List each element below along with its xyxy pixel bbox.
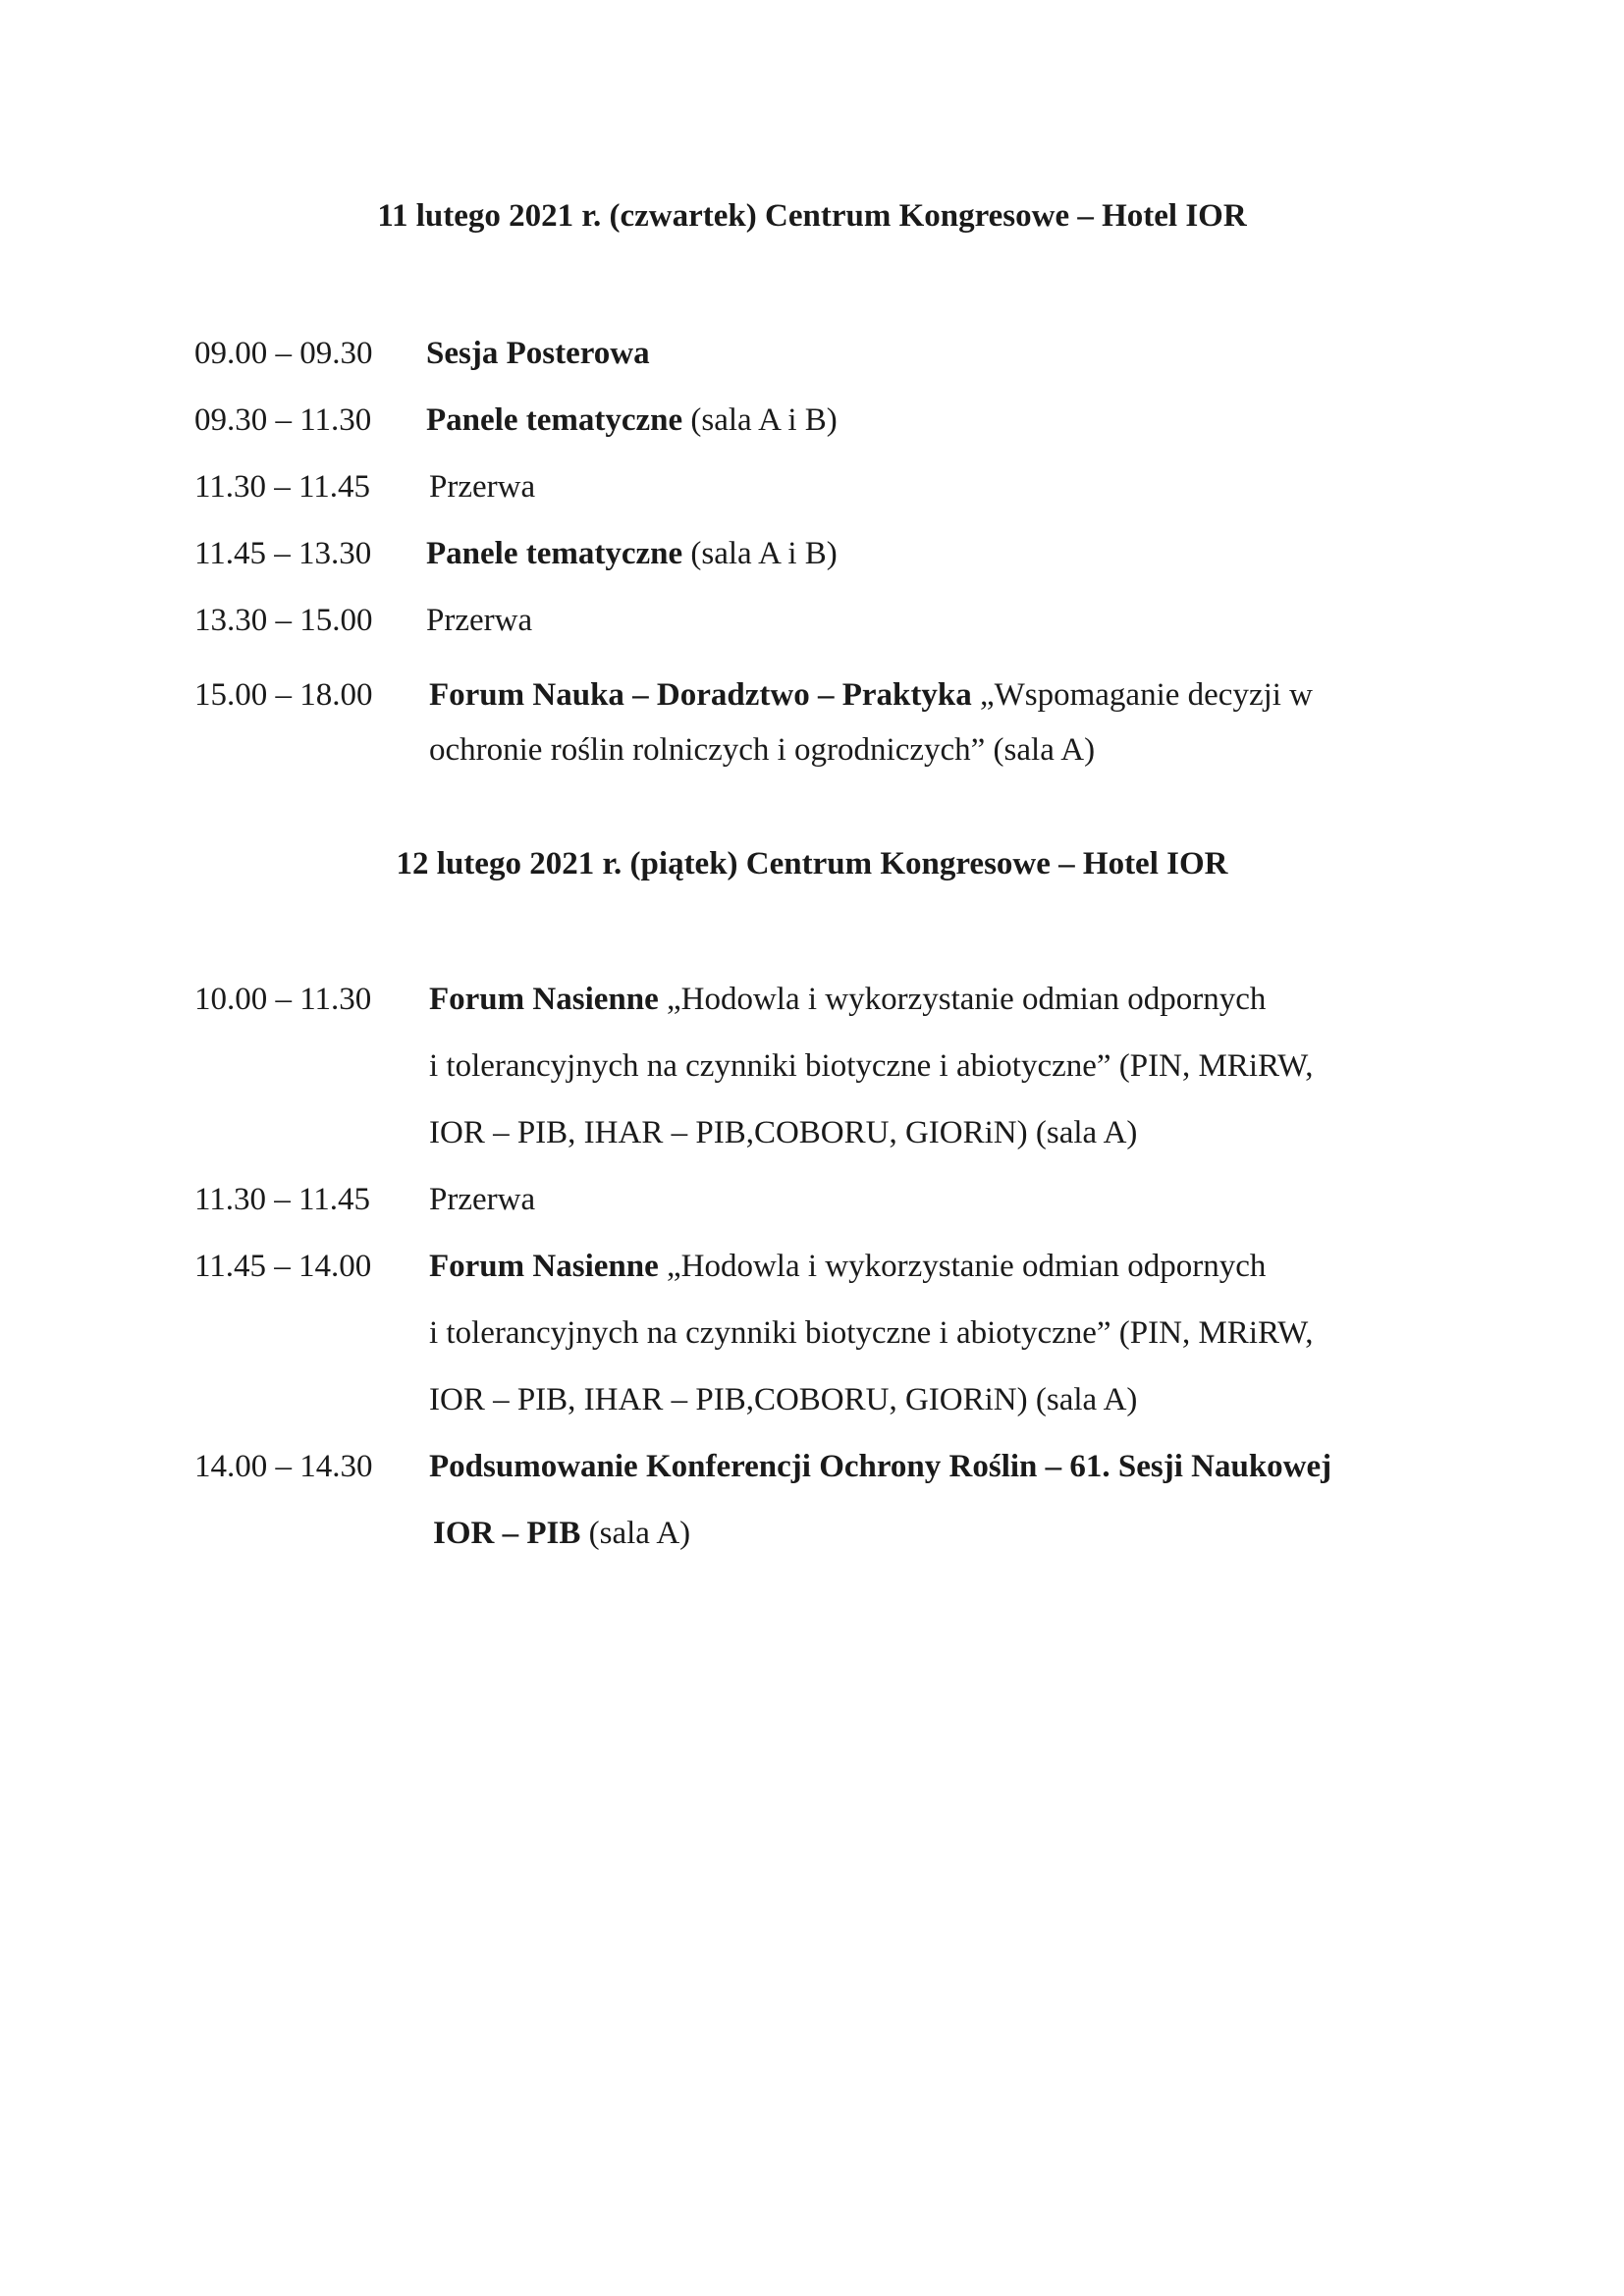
day2-row4-title: Podsumowanie Konferencji Ochrony Roślin – 61. Sesji Naukowej xyxy=(429,1449,1332,1484)
day1-row4-desc xyxy=(426,536,838,572)
day2-row3-time: 11.45 – 14.00 xyxy=(194,1249,372,1284)
day2-row4-title-line2: IOR – PIB xyxy=(433,1516,581,1551)
day1-heading: 11 lutego 2021 r. (czwartek) Centrum Kongresowe – Hotel IOR xyxy=(377,198,1247,234)
day1-row3-desc xyxy=(429,469,535,506)
day2-row2-time: 11.30 – 11.45 xyxy=(194,1182,371,1217)
day2-row3-rest: „Hodowla i wykorzystanie odmian odpornych xyxy=(658,1249,1267,1284)
day2-row1-desc-line3: IOR – PIB, IHAR – PIB,COBORU, GIORiN) (sala A) xyxy=(429,1115,1138,1150)
day2-row4-desc xyxy=(429,1449,1331,1485)
day1-row4-time: 11.45 – 13.30 xyxy=(194,536,372,571)
day2-row4-rest-line2: (sala A) xyxy=(580,1516,691,1551)
day2-row4-time: 14.00 – 14.30 xyxy=(194,1449,373,1484)
day1-row6-desc-line2: ochronie roślin rolniczych i ogrodniczych” (sala A) xyxy=(429,732,1096,768)
day2-row3-desc-line2: i tolerancyjnych na czynniki biotyczne i abiotyczne” (PIN, MRiRW, xyxy=(429,1315,1314,1351)
day2-row1-rest: „Hodowla i wykorzystanie odmian odpornych xyxy=(658,982,1267,1017)
day1-row2-rest: (sala A i B) xyxy=(682,402,838,438)
day2-row3-desc-line3: IOR – PIB, IHAR – PIB,COBORU, GIORiN) (sala A) xyxy=(429,1382,1138,1417)
day1-row6-rest: „Wspomaganie decyzji w xyxy=(971,677,1314,713)
day2-row1-desc-line2: i tolerancyjnych na czynniki biotyczne i abiotyczne” (PIN, MRiRW, xyxy=(429,1048,1314,1084)
day1-row1-desc xyxy=(426,336,650,372)
day1-row2-time: 09.30 – 11.30 xyxy=(194,402,372,438)
day2-row1-desc xyxy=(429,982,1266,1018)
day1-row3-time: 11.30 – 11.45 xyxy=(194,469,371,505)
day2-row2-desc xyxy=(429,1182,535,1218)
day1-row3-rest: Przerwa xyxy=(429,469,536,505)
day2-row3-title: Forum Nasienne xyxy=(429,1249,659,1284)
day1-row2-desc xyxy=(426,402,838,439)
day2-row3-desc xyxy=(429,1249,1266,1285)
day1-row6-title: Forum Nauka – Doradztwo – Praktyka xyxy=(429,677,972,713)
day1-row4-rest: (sala A i B) xyxy=(682,536,838,571)
day2-row4-desc-line2 xyxy=(433,1516,690,1552)
day1-row5-time: 13.30 – 15.00 xyxy=(194,603,373,638)
day2-row1-title: Forum Nasienne xyxy=(429,982,659,1017)
day1-row1-title: Sesja Posterowa xyxy=(426,336,650,371)
day2-row2-rest: Przerwa xyxy=(429,1182,536,1217)
day1-row6-desc xyxy=(429,677,1313,714)
day1-row5-desc xyxy=(426,603,532,639)
day1-row5-rest: Przerwa xyxy=(426,603,533,638)
day2-row1-time: 10.00 – 11.30 xyxy=(194,982,372,1017)
day1-row2-title: Panele tematyczne xyxy=(426,402,683,438)
day1-row1-time: 09.00 – 09.30 xyxy=(194,336,373,371)
day2-heading: 12 lutego 2021 r. (piątek) Centrum Kongresowe – Hotel IOR xyxy=(396,846,1228,881)
day1-row6-time: 15.00 – 18.00 xyxy=(194,677,373,713)
day1-row4-title: Panele tematyczne xyxy=(426,536,683,571)
